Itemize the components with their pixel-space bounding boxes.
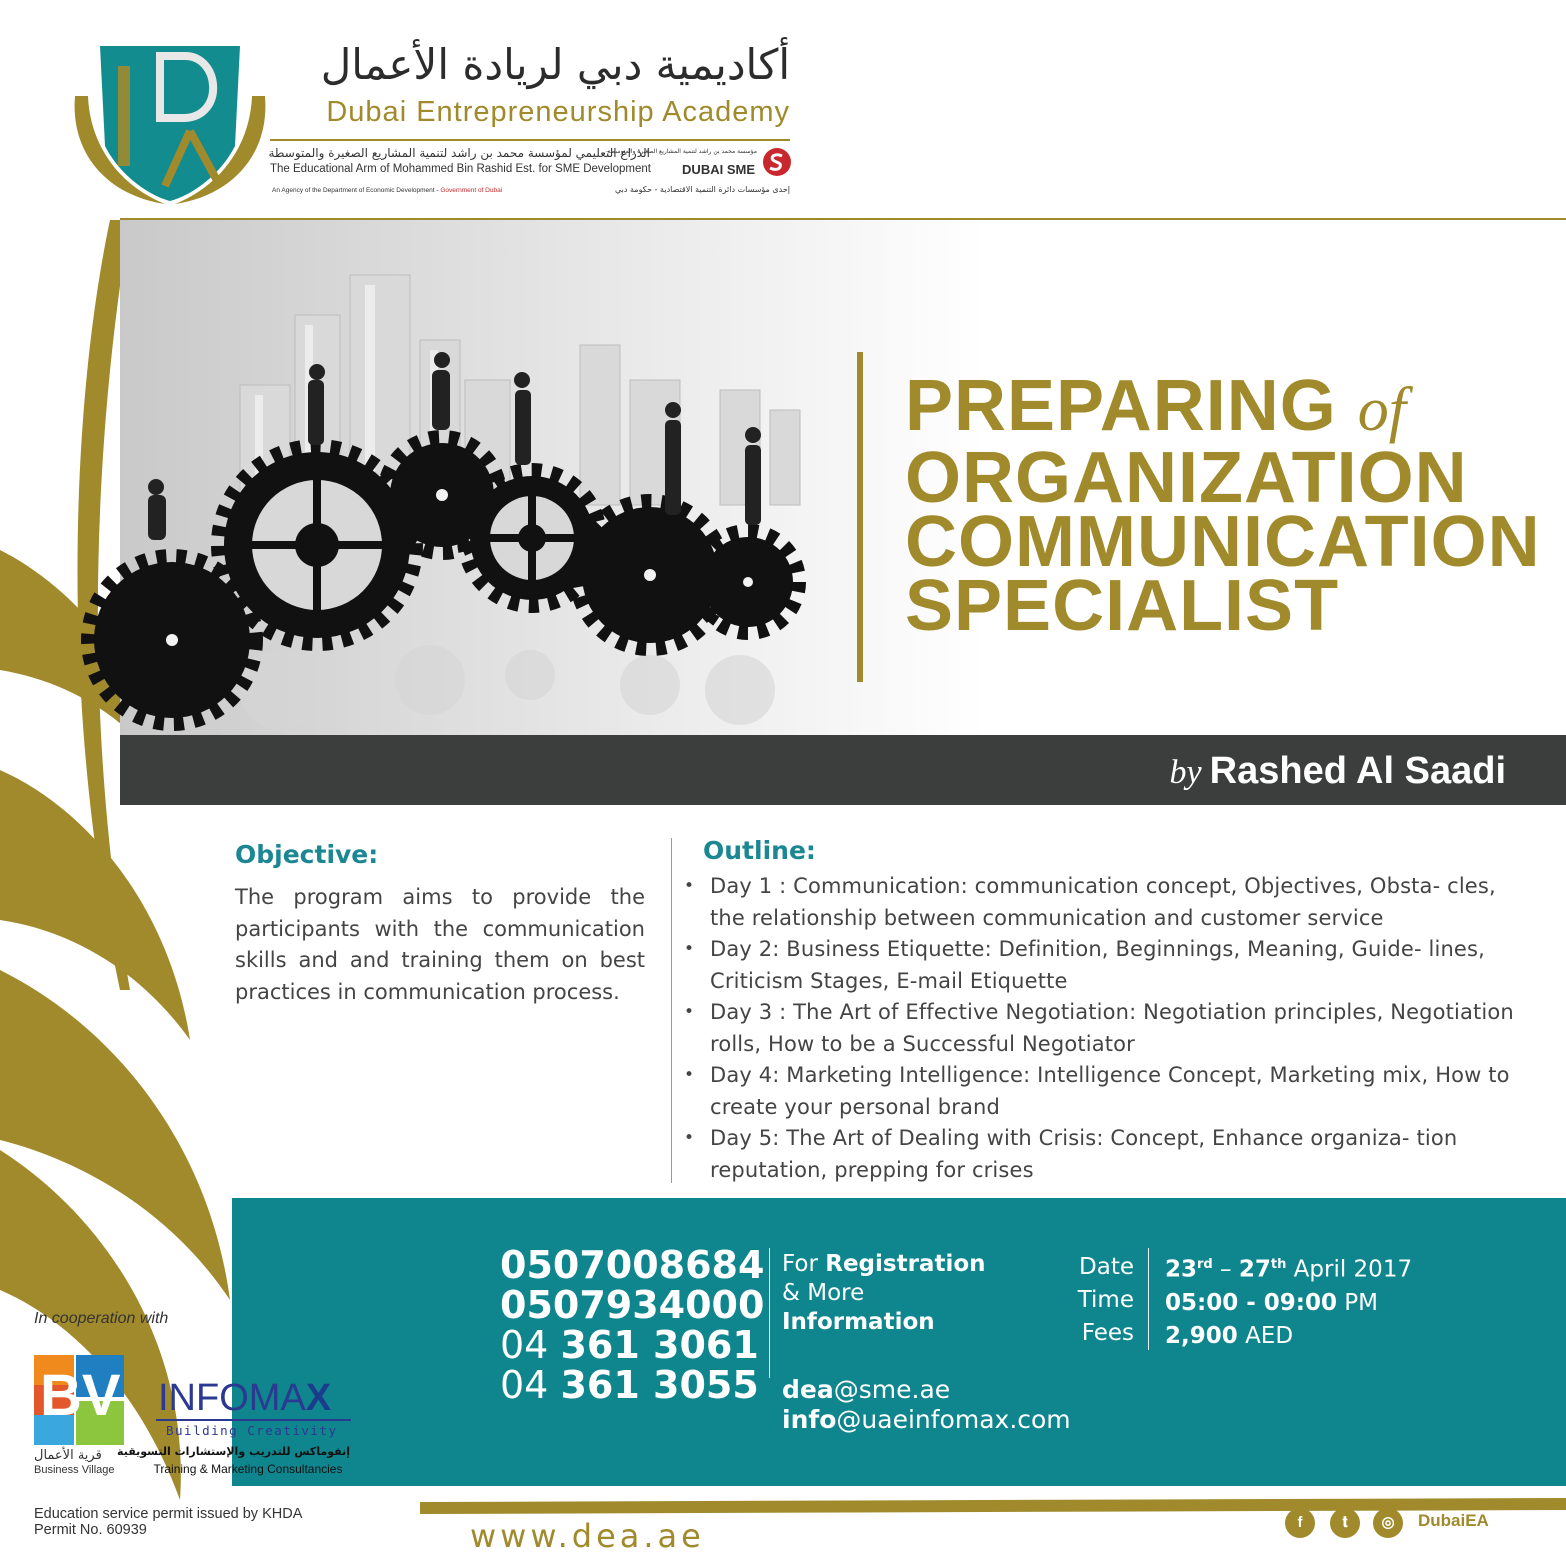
phone-numbers: [500, 1245, 764, 1405]
gears-city-illustration: [120, 220, 880, 736]
date-label: Date: [1079, 1254, 1134, 1280]
presenter-name: by Rashed Al Saadi: [1169, 750, 1506, 792]
course-title-line3: COMMUNICATION: [905, 502, 1541, 582]
dea-logo-emblem: [70, 36, 270, 206]
infomax-arabic: إنفوماكس للتدريب والإستشارات التسويقية: [117, 1445, 350, 1458]
infomax-description: Training & Marketing Consultancies: [153, 1462, 343, 1476]
infomax-divider: [156, 1419, 351, 1421]
academy-english-name: Dubai Entrepreneurship Academy: [326, 96, 790, 128]
phone-number[interactable]: 04 361 3061: [500, 1323, 759, 1367]
social-handle[interactable]: DubaiEA: [1418, 1511, 1489, 1530]
academy-arabic-name: أكاديمية دبي لريادة الأعمال: [320, 40, 790, 89]
website-link[interactable]: www.dea.ae: [470, 1517, 705, 1555]
date-value: 23rd – 27th April 2017: [1165, 1256, 1413, 1283]
infomax-tagline: Building Creativity: [166, 1423, 338, 1438]
header-divider: [270, 139, 790, 141]
arabic-subtitle: الذراع التعليمي لمؤسسة محمد بن راشد لتنمية المشاريع الصغيرة والمتوسطة: [268, 146, 650, 160]
outline-item: • Day 5: The Art of Dealing with Crisis: Concept, Enhance organiza- tion reputation, prepping for crises: [684, 1123, 1534, 1186]
business-village-name: Business Village: [34, 1464, 115, 1476]
dubai-sme-arabic: مؤسسة محمد بن راشد لتنمية المشاريع الصغيرة والمتوسطة: [607, 148, 757, 155]
agency-line: An Agency of the Department of Economic Development - Government of Dubai: [272, 187, 503, 194]
outline-item: • Day 3 : The Art of Effective Negotiation: Negotiation principles, Negotiation rolls, How to be a Successful Negotiator: [684, 997, 1534, 1060]
english-subtitle: The Educational Arm of Mohammed Bin Rashid Est. for SME Development: [270, 163, 651, 175]
outline-list: [684, 871, 1534, 1186]
instagram-icon[interactable]: ◎: [1373, 1508, 1403, 1538]
column-divider: [671, 838, 672, 1183]
email-link[interactable]: dea@sme.ae: [782, 1375, 951, 1404]
dubai-sme-logo-icon: [762, 147, 792, 177]
outline-heading: Outline:: [703, 836, 816, 865]
email-list: [782, 1375, 1071, 1435]
business-village-logo: [34, 1355, 124, 1445]
permit-info: Education service permit issued by KHDA Permit No. 60939: [34, 1506, 303, 1538]
fees-label: Fees: [1081, 1320, 1134, 1346]
cooperation-label: In cooperation with: [34, 1310, 169, 1327]
outline-item: • Day 4: Marketing Intelligence: Intelligence Concept, Marketing mix, How to create your personal brand: [684, 1060, 1534, 1123]
course-title-line4: SPECIALIST: [905, 566, 1340, 646]
email-link[interactable]: info@uaeinfomax.com: [782, 1405, 1071, 1434]
contact-divider: [769, 1248, 770, 1378]
registration-text: For Registration & More Information: [782, 1251, 986, 1335]
title-accent-bar: [857, 352, 863, 682]
time-label: Time: [1077, 1287, 1134, 1313]
dubai-sme-name: DUBAI SME: [682, 162, 755, 177]
fees-value: 2,900 AED: [1165, 1322, 1294, 1349]
phone-number[interactable]: 0507934000: [500, 1283, 765, 1327]
phone-number[interactable]: 0507008684: [500, 1243, 765, 1287]
svg-text:BV: BV: [40, 1363, 121, 1428]
phone-number[interactable]: 04 361 3055: [500, 1363, 759, 1407]
time-value: 05:00 - 09:00 PM: [1165, 1289, 1379, 1316]
objective-body: The program aims to provide the participants with the communication skills and and training them on best practices in communication process.: [235, 885, 645, 1004]
details-values: [1165, 1248, 1412, 1353]
course-title-line1: PREPARING of: [905, 366, 1406, 446]
details-divider: [1148, 1248, 1149, 1350]
outline-item: • Day 2: Business Etiquette: Definition, Beginnings, Meaning, Guide- lines, Criticism Stages, E-mail Etiquette: [684, 934, 1534, 997]
facebook-icon[interactable]: f: [1285, 1508, 1315, 1538]
details-labels: [1030, 1251, 1134, 1350]
objective-heading: Objective:: [235, 840, 379, 869]
business-village-arabic: قرية الأعمال: [34, 1448, 102, 1463]
infomax-logo-text: INFOMAX: [158, 1377, 332, 1419]
outline-item: • Day 1 : Communication: communication concept, Objectives, Obsta- cles, the relationship between communication and customer service: [684, 871, 1534, 934]
course-title-line2: ORGANIZATION: [905, 438, 1468, 518]
twitter-icon[interactable]: 𝐭: [1330, 1508, 1360, 1538]
arabic-agency-line: إحدى مؤسسات دائرة التنمية الاقتصادية - حكومة دبي: [615, 185, 790, 194]
